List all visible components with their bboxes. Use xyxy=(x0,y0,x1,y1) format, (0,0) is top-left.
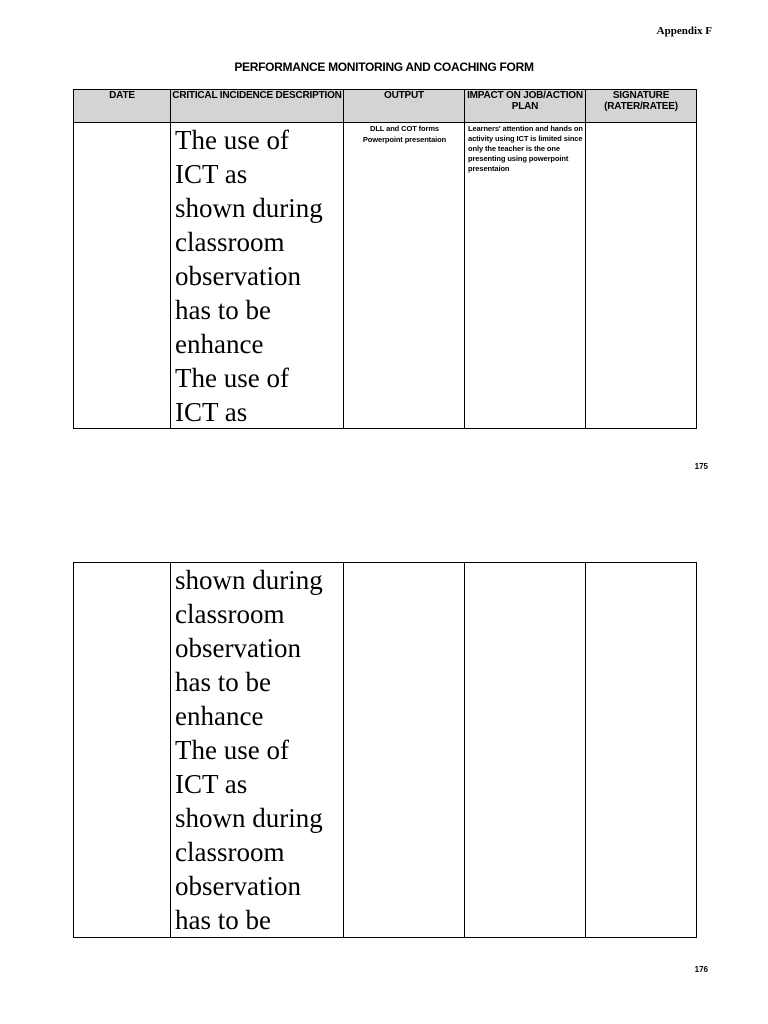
impact-cell xyxy=(465,563,586,938)
header-impact: IMPACT ON JOB/ACTION PLAN xyxy=(465,90,586,123)
critical-line: The use of xyxy=(175,363,289,393)
critical-line: enhance xyxy=(175,701,264,731)
table-row xyxy=(74,123,697,429)
critical-line: has to be xyxy=(175,905,271,935)
critical-line: observation xyxy=(175,871,301,901)
critical-line: has to be xyxy=(175,295,271,325)
critical-line: shown during xyxy=(175,803,323,833)
output-cell xyxy=(344,123,465,429)
critical-incidence-cell xyxy=(171,123,344,429)
critical-line: observation xyxy=(175,633,301,663)
date-cell xyxy=(74,123,171,429)
critical-line: shown during xyxy=(175,565,323,595)
page-number: 176 xyxy=(694,965,708,974)
critical-line: shown during xyxy=(175,193,323,223)
header-date: DATE xyxy=(74,90,171,123)
critical-line: ICT as xyxy=(175,769,248,799)
signature-cell xyxy=(586,563,697,938)
signature-cell xyxy=(586,123,697,429)
critical-line: The use of xyxy=(175,735,289,765)
impact-text: Learners' attention and hands on activity using ICT is limited since only the teacher is the one presenting using powerpoint presentaion xyxy=(468,124,583,173)
output-line: DLL and COT forms xyxy=(370,124,439,133)
critical-line: The use of xyxy=(175,125,289,155)
critical-line: has to be xyxy=(175,667,271,697)
impact-cell xyxy=(465,123,586,429)
critical-line: enhance xyxy=(175,329,264,359)
critical-incidence-text xyxy=(171,563,343,937)
critical-line: observation xyxy=(175,261,301,291)
date-cell xyxy=(74,563,171,938)
header-output: OUTPUT xyxy=(344,90,465,123)
table-row xyxy=(74,563,697,938)
critical-incidence-cell xyxy=(171,563,344,938)
coaching-form-table-page-1 xyxy=(73,89,697,429)
critical-line: classroom xyxy=(175,837,285,867)
critical-line: classroom xyxy=(175,227,285,257)
output-line: Powerpoint presentaion xyxy=(362,135,447,144)
critical-line: classroom xyxy=(175,599,285,629)
critical-line: ICT as xyxy=(175,397,248,427)
critical-incidence-text xyxy=(171,123,343,428)
page-number: 175 xyxy=(694,462,708,471)
appendix-label: Appendix F xyxy=(656,25,712,37)
critical-line: ICT as xyxy=(175,159,248,189)
form-title: PERFORMANCE MONITORING AND COACHING FORM xyxy=(234,60,534,74)
coaching-form-table-page-2 xyxy=(73,562,697,938)
header-critical-incidence: CRITICAL INCIDENCE DESCRIPTION xyxy=(171,90,344,123)
output-cell xyxy=(344,563,465,938)
header-row xyxy=(74,90,697,123)
header-signature: SIGNATURE (RATER/RATEE) xyxy=(586,90,697,123)
